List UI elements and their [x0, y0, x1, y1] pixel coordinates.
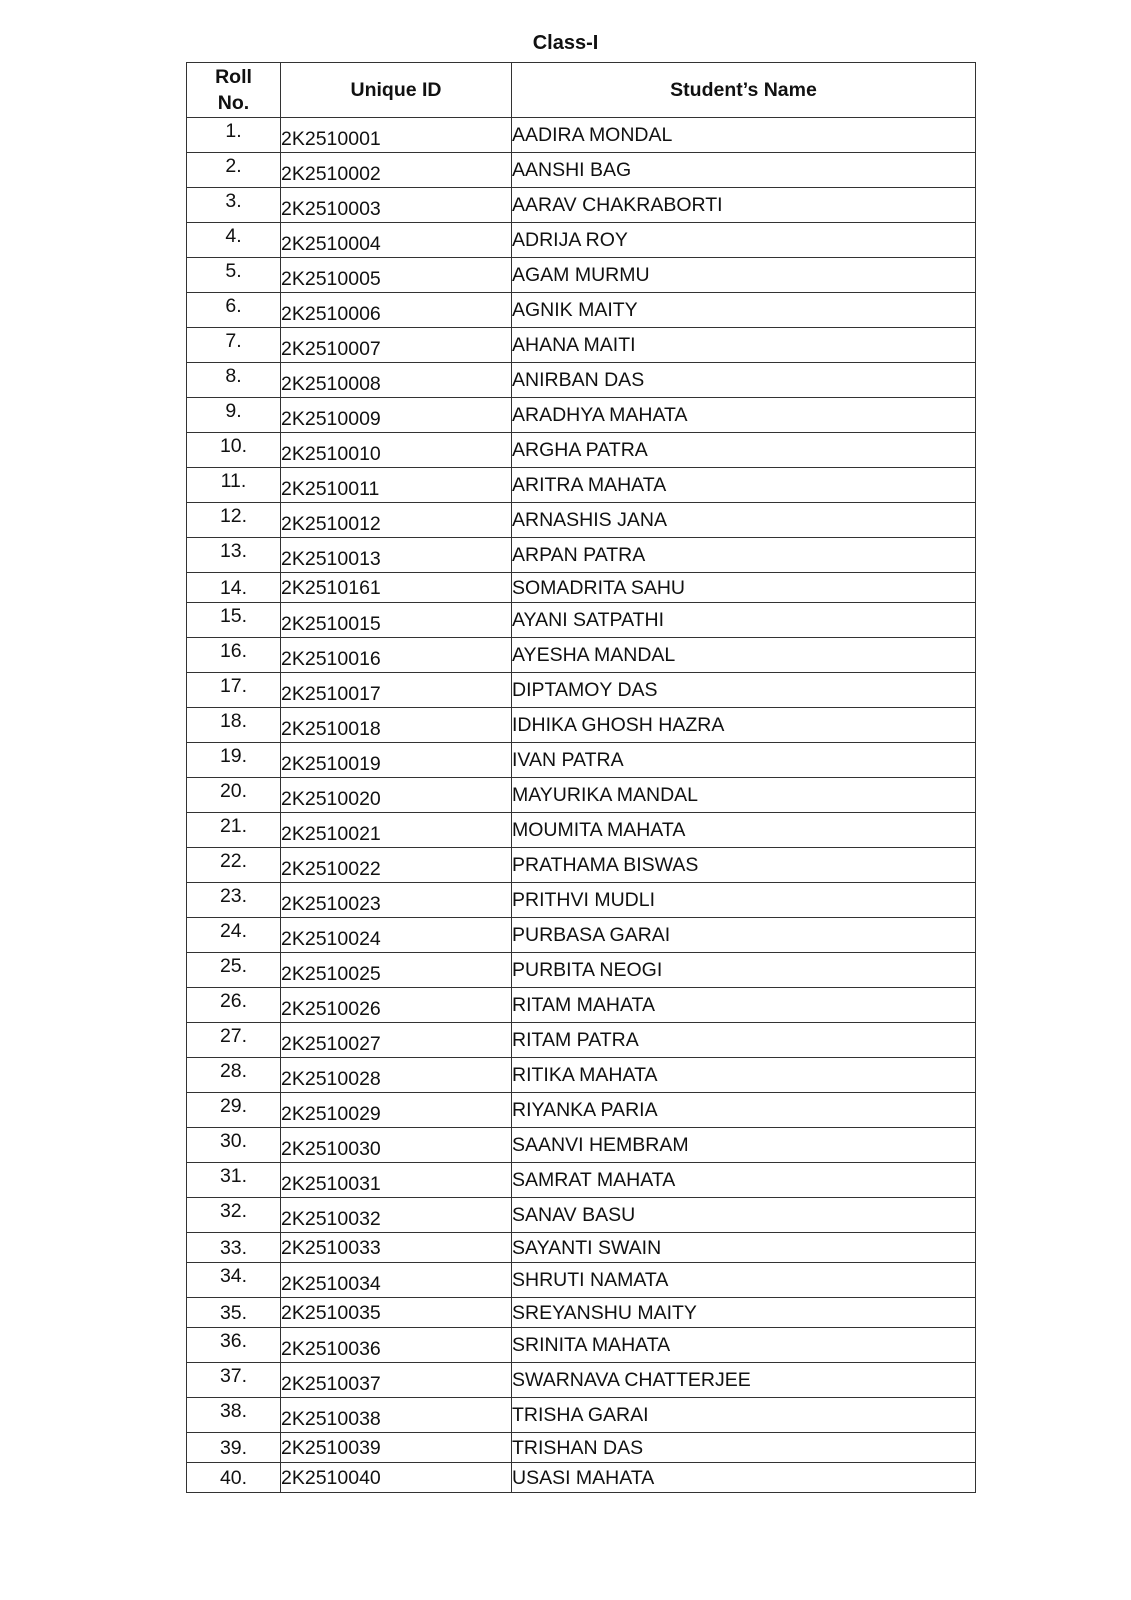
table-row: [187, 953, 976, 988]
student-roster-table: [186, 62, 976, 1493]
unique-id-cell: 2K2510015: [281, 603, 512, 638]
table-row: [187, 1128, 976, 1163]
roll-no-cell: 32.: [187, 1198, 281, 1233]
roll-header-line2: No.: [217, 92, 250, 114]
table-row: [187, 503, 976, 538]
table-row: [187, 1363, 976, 1398]
unique-id-cell: 2K2510035: [281, 1298, 512, 1328]
student-name-header: Student’s Name: [512, 63, 976, 118]
roll-no-cell: 31.: [187, 1163, 281, 1198]
student-name-cell: RITIKA MAHATA: [512, 1058, 976, 1093]
roll-no-cell: 15.: [187, 603, 281, 638]
unique-id-cell: 2K2510005: [281, 258, 512, 293]
unique-id-cell: 2K2510004: [281, 223, 512, 258]
unique-id-cell: 2K2510040: [281, 1463, 512, 1493]
roll-no-cell: 10.: [187, 433, 281, 468]
unique-id-cell: 2K2510011: [281, 468, 512, 503]
student-name-cell: AANSHI BAG: [512, 153, 976, 188]
unique-id-cell: 2K2510006: [281, 293, 512, 328]
student-name-cell: AYESHA MANDAL: [512, 638, 976, 673]
table-row: [187, 433, 976, 468]
student-name-cell: USASI MAHATA: [512, 1463, 976, 1493]
unique-id-cell: 2K2510018: [281, 708, 512, 743]
roll-no-cell: 18.: [187, 708, 281, 743]
student-name-cell: ARPAN PATRA: [512, 538, 976, 573]
roll-no-cell: 1.: [187, 118, 281, 153]
table-row: [187, 1198, 976, 1233]
roll-no-cell: 30.: [187, 1128, 281, 1163]
roll-no-cell: 22.: [187, 848, 281, 883]
unique-id-cell: 2K2510026: [281, 988, 512, 1023]
student-name-cell: SRINITA MAHATA: [512, 1328, 976, 1363]
roll-header-line1: Roll: [215, 66, 252, 88]
unique-id-cell: 2K2510013: [281, 538, 512, 573]
student-name-cell: AHANA MAITI: [512, 328, 976, 363]
unique-id-cell: 2K2510007: [281, 328, 512, 363]
unique-id-cell: 2K2510029: [281, 1093, 512, 1128]
roll-no-cell: 3.: [187, 188, 281, 223]
unique-id-cell: 2K2510030: [281, 1128, 512, 1163]
student-name-cell: RIYANKA PARIA: [512, 1093, 976, 1128]
table-row: [187, 1263, 976, 1298]
table-row: [187, 398, 976, 433]
unique-id-cell: 2K2510161: [281, 573, 512, 603]
unique-id-cell: 2K2510010: [281, 433, 512, 468]
unique-id-cell: 2K2510025: [281, 953, 512, 988]
student-name-cell: SANAV BASU: [512, 1198, 976, 1233]
table-row: [187, 1163, 976, 1198]
student-name-cell: TRISHA GARAI: [512, 1398, 976, 1433]
roll-no-cell: 12.: [187, 503, 281, 538]
table-body: [187, 118, 976, 1493]
roll-no-cell: 23.: [187, 883, 281, 918]
student-name-cell: AADIRA MONDAL: [512, 118, 976, 153]
table-row: [187, 223, 976, 258]
unique-id-cell: 2K2510003: [281, 188, 512, 223]
roll-no-header: [187, 63, 281, 118]
table-row: [187, 813, 976, 848]
student-name-cell: AARAV CHAKRABORTI: [512, 188, 976, 223]
table-row: [187, 258, 976, 293]
student-name-cell: DIPTAMOY DAS: [512, 673, 976, 708]
table-row: [187, 1023, 976, 1058]
student-name-cell: AGAM MURMU: [512, 258, 976, 293]
student-name-cell: ADRIJA ROY: [512, 223, 976, 258]
unique-id-cell: 2K2510008: [281, 363, 512, 398]
student-name-cell: SREYANSHU MAITY: [512, 1298, 976, 1328]
roll-no-cell: 8.: [187, 363, 281, 398]
student-name-cell: SHRUTI NAMATA: [512, 1263, 976, 1298]
roll-no-cell: 38.: [187, 1398, 281, 1433]
student-name-cell: SAANVI HEMBRAM: [512, 1128, 976, 1163]
roll-no-cell: 21.: [187, 813, 281, 848]
roll-no-cell: 28.: [187, 1058, 281, 1093]
unique-id-cell: 2K2510002: [281, 153, 512, 188]
unique-id-cell: 2K2510024: [281, 918, 512, 953]
table-row: [187, 538, 976, 573]
unique-id-cell: 2K2510001: [281, 118, 512, 153]
roll-no-cell: 9.: [187, 398, 281, 433]
table-row: [187, 638, 976, 673]
student-name-cell: IDHIKA GHOSH HAZRA: [512, 708, 976, 743]
student-name-cell: PRITHVI MUDLI: [512, 883, 976, 918]
unique-id-cell: 2K2510039: [281, 1433, 512, 1463]
student-name-cell: SAMRAT MAHATA: [512, 1163, 976, 1198]
unique-id-cell: 2K2510037: [281, 1363, 512, 1398]
unique-id-cell: 2K2510036: [281, 1328, 512, 1363]
roll-no-cell: 29.: [187, 1093, 281, 1128]
student-name-cell: ARNASHIS JANA: [512, 503, 976, 538]
table-row: [187, 1398, 976, 1433]
table-row: [187, 743, 976, 778]
table-header-row: [187, 63, 976, 118]
roll-no-cell: 24.: [187, 918, 281, 953]
unique-id-cell: 2K2510016: [281, 638, 512, 673]
table-row: [187, 153, 976, 188]
roll-no-cell: 7.: [187, 328, 281, 363]
roll-no-cell: 40.: [187, 1463, 281, 1493]
unique-id-header: Unique ID: [281, 63, 512, 118]
student-name-cell: ARITRA MAHATA: [512, 468, 976, 503]
student-name-cell: ARGHA PATRA: [512, 433, 976, 468]
page-title: Class-I: [532, 32, 599, 54]
roll-no-cell: 2.: [187, 153, 281, 188]
table-row: [187, 1298, 976, 1328]
roll-no-cell: 13.: [187, 538, 281, 573]
student-name-cell: IVAN PATRA: [512, 743, 976, 778]
student-name-cell: MOUMITA MAHATA: [512, 813, 976, 848]
roll-no-cell: 37.: [187, 1363, 281, 1398]
table-row: [187, 1433, 976, 1463]
student-name-cell: RITAM PATRA: [512, 1023, 976, 1058]
unique-id-cell: 2K2510033: [281, 1233, 512, 1263]
student-name-cell: ANIRBAN DAS: [512, 363, 976, 398]
table-row: [187, 848, 976, 883]
student-name-cell: RITAM MAHATA: [512, 988, 976, 1023]
unique-id-cell: 2K2510023: [281, 883, 512, 918]
unique-id-cell: 2K2510021: [281, 813, 512, 848]
student-name-cell: PRATHAMA BISWAS: [512, 848, 976, 883]
table-row: [187, 1093, 976, 1128]
table-row: [187, 1463, 976, 1493]
table-row: [187, 708, 976, 743]
unique-id-cell: 2K2510009: [281, 398, 512, 433]
student-name-cell: PURBITA NEOGI: [512, 953, 976, 988]
roll-no-cell: 4.: [187, 223, 281, 258]
roll-no-cell: 20.: [187, 778, 281, 813]
student-name-cell: TRISHAN DAS: [512, 1433, 976, 1463]
unique-id-cell: 2K2510012: [281, 503, 512, 538]
unique-id-cell: 2K2510019: [281, 743, 512, 778]
roll-no-cell: 16.: [187, 638, 281, 673]
unique-id-cell: 2K2510031: [281, 1163, 512, 1198]
unique-id-cell: 2K2510034: [281, 1263, 512, 1298]
unique-id-cell: 2K2510027: [281, 1023, 512, 1058]
student-name-cell: ARADHYA MAHATA: [512, 398, 976, 433]
student-name-cell: AGNIK MAITY: [512, 293, 976, 328]
student-name-cell: PURBASA GARAI: [512, 918, 976, 953]
table-row: [187, 328, 976, 363]
roll-no-cell: 35.: [187, 1298, 281, 1328]
roll-no-cell: 26.: [187, 988, 281, 1023]
table-row: [187, 1058, 976, 1093]
unique-id-cell: 2K2510020: [281, 778, 512, 813]
table-row: [187, 918, 976, 953]
table-row: [187, 573, 976, 603]
roll-no-cell: 17.: [187, 673, 281, 708]
unique-id-cell: 2K2510032: [281, 1198, 512, 1233]
table-row: [187, 293, 976, 328]
table-row: [187, 118, 976, 153]
table-row: [187, 363, 976, 398]
unique-id-cell: 2K2510038: [281, 1398, 512, 1433]
roll-no-cell: 11.: [187, 468, 281, 503]
table-row: [187, 1328, 976, 1363]
student-name-cell: SOMADRITA SAHU: [512, 573, 976, 603]
table-row: [187, 988, 976, 1023]
student-name-cell: SAYANTI SWAIN: [512, 1233, 976, 1263]
roll-no-cell: 39.: [187, 1433, 281, 1463]
roll-no-cell: 27.: [187, 1023, 281, 1058]
table-row: [187, 188, 976, 223]
roll-no-cell: 19.: [187, 743, 281, 778]
roll-no-cell: 5.: [187, 258, 281, 293]
unique-id-cell: 2K2510017: [281, 673, 512, 708]
roll-no-cell: 34.: [187, 1263, 281, 1298]
roll-no-cell: 14.: [187, 573, 281, 603]
roll-no-cell: 25.: [187, 953, 281, 988]
table-row: [187, 468, 976, 503]
table-row: [187, 778, 976, 813]
student-name-cell: AYANI SATPATHI: [512, 603, 976, 638]
table-row: [187, 603, 976, 638]
unique-id-cell: 2K2510028: [281, 1058, 512, 1093]
roll-no-cell: 6.: [187, 293, 281, 328]
student-name-cell: MAYURIKA MANDAL: [512, 778, 976, 813]
roll-no-cell: 33.: [187, 1233, 281, 1263]
table-row: [187, 883, 976, 918]
unique-id-cell: 2K2510022: [281, 848, 512, 883]
table-row: [187, 1233, 976, 1263]
student-name-cell: SWARNAVA CHATTERJEE: [512, 1363, 976, 1398]
table-row: [187, 673, 976, 708]
roll-no-cell: 36.: [187, 1328, 281, 1363]
